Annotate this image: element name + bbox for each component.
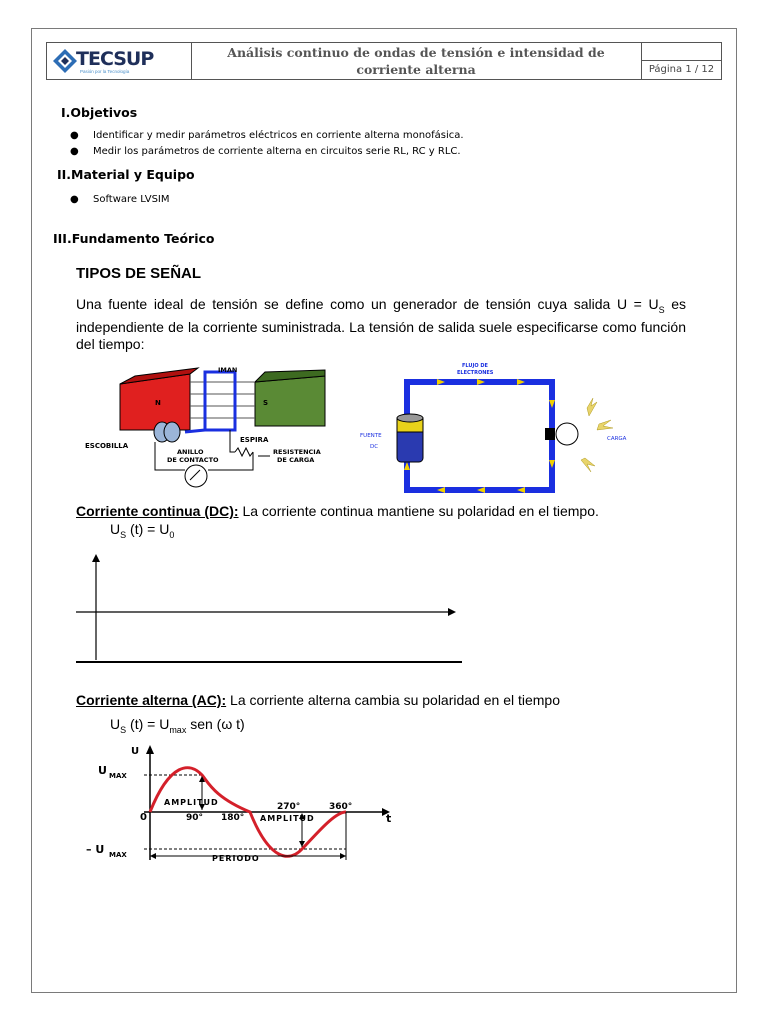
- eq-u: U: [110, 716, 121, 732]
- tecsup-logo-icon: [52, 48, 78, 74]
- heading-objetivos: I.Objetivos: [61, 105, 138, 120]
- title-line-1: Análisis continuo de ondas de tensión e intensidad de: [227, 45, 605, 60]
- dc-equation: [110, 521, 174, 540]
- eq-sub: S: [120, 724, 127, 735]
- label-iman: IMAN: [218, 366, 238, 374]
- label-u-axis: U: [131, 746, 140, 757]
- eq-mid: (t) = U: [126, 521, 170, 537]
- label-carga: CARGA: [607, 436, 627, 442]
- title-line-2: corriente alterna: [356, 62, 476, 77]
- intro-text-a: Una fuente ideal de tensión se define como un generador de tensión cuya salida U = U: [76, 296, 659, 312]
- label-n: N: [155, 399, 161, 407]
- ac-label: Corriente alterna (AC):: [76, 692, 227, 708]
- label-periodo: PERIODO: [212, 854, 260, 863]
- label-resistencia-2: DE CARGA: [277, 456, 315, 464]
- list-item: ● Software LVSIM: [70, 194, 170, 205]
- label-flujo-1: FLUJO DE: [462, 363, 488, 369]
- dc-text: La corriente continua mantiene su polaridad en el tiempo.: [238, 503, 599, 519]
- logo-text: TECSUP: [76, 48, 154, 70]
- ac-description: [76, 692, 560, 708]
- page-number: Página 1 / 12: [648, 64, 715, 75]
- list-item-text: Identificar y medir parámetros eléctricos en corriente alterna monofásica.: [93, 130, 464, 141]
- label-360: 360°: [329, 802, 353, 812]
- label-fuente: FUENTE: [360, 433, 382, 439]
- logo-tagline: Pasión por la Tecnología: [80, 69, 130, 74]
- list-item-text: Medir los parámetros de corriente alterna en circuitos serie RL, RC y RLC.: [93, 146, 461, 157]
- label-espira: ESPIRA: [240, 436, 269, 444]
- eq-sub2: 0: [169, 529, 175, 540]
- label-180: 180°: [221, 813, 245, 823]
- label-anillo-1: ANILLO: [177, 448, 204, 456]
- header-empty-cell: [641, 43, 722, 61]
- eq-sub2: max: [169, 724, 187, 735]
- eq-end: sen (ω t): [186, 716, 245, 732]
- label-dc: DC: [370, 444, 379, 450]
- list-item-text: Software LVSIM: [93, 194, 170, 205]
- label-escobilla: ESCOBILLA: [85, 442, 129, 450]
- eq-u: U: [110, 521, 121, 537]
- label-amplitud-1: AMPLITUD: [164, 798, 219, 807]
- label-t-axis: t: [386, 812, 392, 825]
- list-item: ● Medir los parámetros de corriente alterna en circuitos serie RL, RC y RLC.: [70, 146, 461, 157]
- label-zero: 0: [140, 812, 147, 823]
- label-270: 270°: [277, 802, 301, 812]
- list-item: ● Identificar y medir parámetros eléctricos en corriente alterna monofásica.: [70, 130, 464, 141]
- label-umax-sub: MAX: [109, 772, 127, 780]
- label-umax: U: [98, 764, 107, 777]
- dc-label: Corriente continua (DC):: [76, 503, 239, 519]
- label-s: S: [263, 399, 269, 407]
- eq-sub: S: [120, 529, 127, 540]
- dc-graph: [70, 552, 470, 667]
- document-header: [46, 42, 722, 80]
- document-title: [191, 43, 642, 80]
- ac-equation: [110, 716, 245, 735]
- label-neg-umax: – U: [86, 843, 105, 856]
- intro-text-b: es independiente de la corriente suministrada. La tensión de salida suele especificarse como función del tiempo:: [76, 296, 686, 352]
- label-amplitud-2: AMPLITUD: [260, 814, 315, 823]
- heading-fundamento: III.Fundamento Teórico: [53, 231, 215, 246]
- label-neg-umax-sub: MAX: [109, 851, 127, 859]
- generator-figure: [80, 362, 345, 492]
- label-anillo-2: DE CONTACTO: [167, 456, 219, 464]
- intro-paragraph: [76, 296, 686, 353]
- logo: [47, 43, 192, 79]
- label-90: 90°: [186, 813, 204, 823]
- ac-text: La corriente alterna cambia su polaridad en el tiempo: [226, 692, 561, 708]
- tipos-title: TIPOS DE SEÑAL: [76, 265, 202, 282]
- heading-material: II.Material y Equipo: [57, 167, 195, 182]
- label-flujo-2: ELECTRONES: [457, 370, 494, 376]
- dc-description: [76, 503, 599, 519]
- eq-mid: (t) = U: [126, 716, 170, 732]
- ac-sine-graph: [84, 742, 404, 872]
- intro-sub: S: [658, 304, 665, 315]
- label-resistencia-1: RESISTENCIA: [273, 448, 321, 456]
- dc-circuit-figure: [357, 360, 642, 498]
